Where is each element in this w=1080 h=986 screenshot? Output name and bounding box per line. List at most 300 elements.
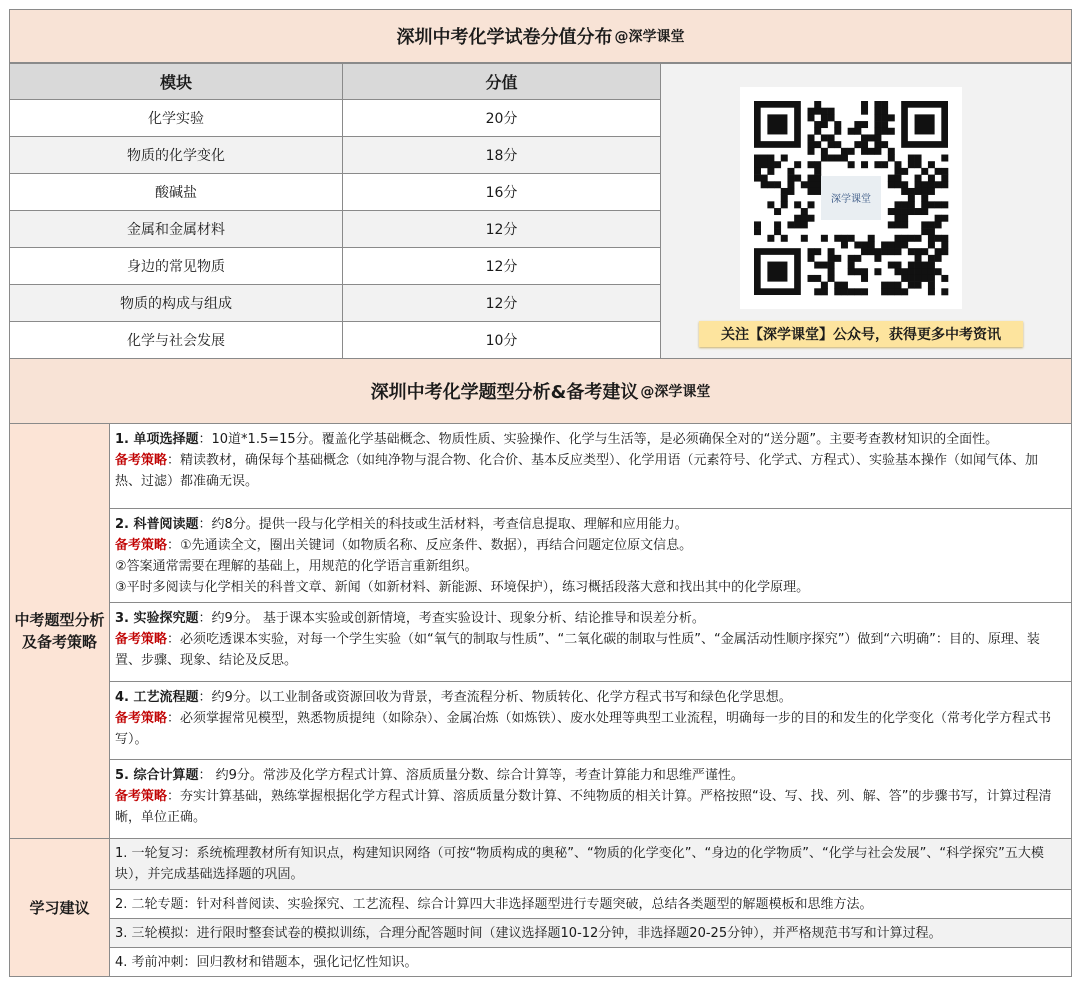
qr-module [821,114,828,121]
qr-module [874,255,881,262]
qr-module [794,221,801,228]
score-cell: 20分 [485,111,518,127]
analysis-title [9,358,1072,424]
qr-module [941,275,948,282]
qr-module [834,121,841,128]
qr-module [814,188,821,195]
table-row-module [9,321,343,359]
qr-module [915,248,922,255]
qr-module [868,241,875,248]
qr-module [874,101,881,108]
qr-module [915,275,922,282]
qr-module [787,188,794,195]
qr-module [801,221,808,228]
qr-module [787,181,794,188]
qr-module [935,201,942,208]
title-text: 深圳中考化学试卷分值分布 [396,27,613,48]
table-row-score [342,247,661,285]
qr-module [921,201,928,208]
qr-module [894,201,901,208]
qr-module [881,288,888,295]
qr-module [888,175,895,182]
qr-module [828,262,835,269]
question-type-name: 2. 科普阅读题 [115,517,199,532]
qr-module [854,128,861,135]
strategy-text: ：①先通读全文，圈出关键词（如物质名称、反应条件、数据），再结合问题定位原文信息。 [167,538,693,553]
analysis-title-text: 深圳中考化学题型分析&备考建议 [370,382,639,403]
qr-module [894,288,901,295]
table-row-module [9,136,343,174]
table-row-module [9,173,343,211]
qr-module [888,208,895,215]
side-label-line-2: 及备考策略 [21,633,97,651]
qr-module [814,121,821,128]
qr-module [888,282,895,289]
qr-module [908,248,915,255]
qr-module [808,248,815,255]
qr-code[interactable] [740,87,962,309]
qr-module [894,282,901,289]
qr-module [915,208,922,215]
qr-module [774,221,781,228]
qr-module [908,275,915,282]
qr-module [828,134,835,141]
qr-module [808,215,815,222]
qr-module [767,235,774,242]
qr-module [915,181,922,188]
qr-module [901,181,908,188]
qr-module [814,101,821,108]
qr-module [848,148,855,155]
qr-module [808,201,815,208]
qr-module [794,215,801,222]
qr-module [754,155,761,162]
qr-module [915,268,922,275]
question-type-desc: ：约9分。 基于课本实验或创新情境，考查实验设计、现象分析、结论推导和误差分析。 [198,611,705,626]
qr-module [901,268,908,275]
qr-module [828,141,835,148]
qr-module [935,235,942,242]
qr-module [935,248,942,255]
qr-module [848,255,855,262]
qr-module [821,155,828,162]
qr-module [941,248,948,255]
qr-module [794,175,801,182]
module-cell: 物质的构成与组成 [120,296,232,312]
qr-module [767,181,774,188]
qr-module [894,268,901,275]
qr-module [928,275,935,282]
qr-module [754,175,761,182]
qr-module [901,168,908,175]
qr-module [928,268,935,275]
suggestions-side-label [9,838,110,977]
qr-module [921,168,928,175]
qr-module [868,235,875,242]
score-cell: 12分 [485,259,518,275]
qr-module [814,181,821,188]
qr-module [881,114,888,121]
qr-module [935,268,942,275]
qr-module [901,235,908,242]
module-cell: 化学与社会发展 [127,333,225,349]
qr-module [774,161,781,168]
qr-module [881,282,888,289]
qr-module [888,248,895,255]
qr-module [834,128,841,135]
qr-module [821,288,828,295]
question-type-block [109,508,1072,603]
qr-module [928,221,935,228]
qr-module [908,282,915,289]
qr-module [901,288,908,295]
qr-module [828,248,835,255]
strategy-label: 备考策略 [115,789,168,804]
question-type-name: 4. 工艺流程题 [115,690,199,705]
analysis-title-handle: @深学课堂 [640,384,711,400]
qr-module [861,121,868,128]
qr-module [861,148,868,155]
qr-module [814,262,821,269]
qr-module [908,161,915,168]
qr-module [874,121,881,128]
qr-module [828,255,835,262]
qr-module [808,108,815,115]
title-handle: @深学课堂 [614,29,685,45]
qr-module [928,241,935,248]
qr-module [935,255,942,262]
suggestion-item [109,889,1072,919]
column-header-score-label: 分值 [485,73,518,92]
qr-module [915,175,922,182]
question-type-desc: ：约9分。以工业制备或资源回收为背景，考查流程分析、物质转化、化学方程式书写和绿色化学思想。 [198,690,792,705]
strategy-text: ：夯实计算基础，熟练掌握根据化学方程式计算、溶质质量分数计算、不纯物质的相关计算。严格按照“设、写、找、列、解、答”的步骤书写，计算过程清晰，单位正确。 [115,789,1052,825]
qr-module [787,175,794,182]
qr-module [908,155,915,162]
qr-module [928,255,935,262]
suggestion-text: 4. 考前冲刺：回归教材和错题本，强化记忆性知识。 [115,955,418,970]
qr-module [894,241,901,248]
question-type-name: 5. 综合计算题 [115,768,199,783]
qr-module [808,255,815,262]
qr-module [915,255,922,262]
qr-module [921,195,928,202]
question-type-desc: ：约8分。提供一段与化学相关的科技或生活材料，考查信息提取、理解和应用能力。 [198,517,688,532]
qr-module [828,108,835,115]
strategy-text: ：精读教材，确保每个基础概念（如纯净物与混合物、化合价、基本反应类型）、化学用语（元素符号、化学式、方程式）、实验基本操作（如闻气体、加热、过滤）都准确无误。 [115,453,1039,489]
qr-module [774,228,781,235]
qr-module [841,282,848,289]
qr-module [808,175,815,182]
module-cell: 金属和金属材料 [127,222,225,238]
qr-module [941,241,948,248]
qr-module [774,208,781,215]
table-row-score [342,284,661,322]
qr-module [861,268,868,275]
qr-module [881,128,888,135]
qr-module [908,188,915,195]
qr-module [928,175,935,182]
qr-module [941,168,948,175]
qr-module [808,114,815,121]
qr-module [901,208,908,215]
qr-module [888,148,895,155]
table-row-score [342,210,661,248]
qr-module [848,161,855,168]
qr-module [874,148,881,155]
score-distribution-title [9,9,1072,63]
suggestion-text: 1. 一轮复习：系统梳理教材所有知识点，构建知识网络（可按“物质构成的奥秘”、“物质的化学变化”、“身边的化学物质”、“化学与社会发展”、“科学探究”五大模块），并完成基础选择题的巩固。 [115,846,1044,882]
qr-module [814,141,821,148]
qr-module [754,221,761,228]
qr-module [861,275,868,282]
qr-module [894,168,901,175]
question-type-block [109,602,1072,682]
question-type-block [109,759,1072,839]
qr-module [801,215,808,222]
qr-module [754,168,761,175]
qr-module [894,248,901,255]
question-type-block [109,423,1072,509]
question-type-name: 1. 单项选择题 [115,432,199,447]
qr-module [874,114,881,121]
qr-module [854,255,861,262]
qr-module [834,155,841,162]
qr-module [861,141,868,148]
table-row-score [342,99,661,137]
qr-module [881,121,888,128]
qr-module [781,201,788,208]
qr-module [935,181,942,188]
qr-module [808,181,815,188]
qr-module [767,201,774,208]
qr-module [874,141,881,148]
qr-module [888,155,895,162]
qr-module [921,181,928,188]
qr-finder-inner [915,114,935,134]
qr-module [767,161,774,168]
qr-module [814,168,821,175]
qr-module [821,121,828,128]
question-type-name: 3. 实验探究题 [115,611,199,626]
qr-module [854,121,861,128]
qr-module [781,235,788,242]
qr-module [921,248,928,255]
qr-module [834,255,841,262]
qr-module [861,101,868,108]
qr-module [808,188,815,195]
table-row-module [9,247,343,285]
qr-module [915,155,922,162]
qr-module [781,195,788,202]
qr-module [928,288,935,295]
qr-module [861,248,868,255]
qr-finder-inner [767,114,787,134]
qr-module [921,221,928,228]
qr-module [921,268,928,275]
qr-module [915,282,922,289]
qr-module [874,161,881,168]
qr-module [814,175,821,182]
qr-code-icon [740,87,962,309]
qr-module [881,108,888,115]
qr-module [928,262,935,269]
qr-module [854,141,861,148]
qr-module [774,181,781,188]
qr-module [941,155,948,162]
qr-module [888,221,895,228]
qr-module [894,221,901,228]
qr-module [921,275,928,282]
qr-module [881,101,888,108]
qr-module [894,262,901,269]
qr-module [928,282,935,289]
score-cell: 12分 [485,296,518,312]
qr-module [821,262,828,269]
qr-module [841,235,848,242]
suggestion-item [109,838,1072,890]
qr-module [888,288,895,295]
column-header-score [342,63,661,100]
qr-module [888,262,895,269]
qr-module [767,168,774,175]
qr-module [787,168,794,175]
qr-module [935,215,942,222]
qr-module [861,134,868,141]
qr-module [894,208,901,215]
qr-module [888,241,895,248]
qr-module [941,201,948,208]
qr-module [834,235,841,242]
qr-module [874,128,881,135]
qr-module [928,235,935,242]
qr-module [834,282,841,289]
qr-module [901,188,908,195]
qr-module [915,262,922,269]
qr-module [894,161,901,168]
qr-module [861,108,868,115]
qr-module [881,161,888,168]
module-cell: 化学实验 [148,111,204,127]
suggestion-text: 3. 三轮模拟：进行限时整套试卷的模拟训练，合理分配答题时间（建议选择题10-12分钟，非选择题20-25分钟），并严格规范书写和计算过程。 [115,926,942,941]
qr-module [928,188,935,195]
qr-module [828,268,835,275]
qr-module [881,141,888,148]
qr-module [794,161,801,168]
table-row-module [9,284,343,322]
qr-module [894,175,901,182]
qr-module [941,175,948,182]
qr-module [787,221,794,228]
qr-module [828,155,835,162]
table-row-score [342,173,661,211]
qr-module [828,114,835,121]
qr-module [928,201,935,208]
qr-module [881,248,888,255]
qr-module [921,188,928,195]
strategy-label: 备考策略 [115,632,168,647]
qr-module [848,268,855,275]
suggestion-text: 2. 二轮专题：针对科普阅读、实验探究、工艺流程、综合计算四大非选择题型进行专题突破，总结各类题型的解题模板和思维方法。 [115,897,873,912]
qr-logo-text: 深学课堂 [831,194,871,205]
qr-module [781,188,788,195]
table-row-module [9,210,343,248]
qr-module [908,201,915,208]
qr-module [921,208,928,215]
qr-follow-text: 关注【深学课堂】公众号，获得更多中考资讯 [721,327,1001,343]
qr-module [761,181,768,188]
strategy-label: 备考策略 [115,453,168,468]
qr-module [901,241,908,248]
qr-module [888,114,895,121]
qr-module [801,181,808,188]
qr-module [814,108,821,115]
qr-module [854,268,861,275]
qr-module [908,195,915,202]
qr-module [941,288,948,295]
qr-module [868,148,875,155]
score-cell: 12分 [485,222,518,238]
qr-finder-inner [767,262,787,282]
qr-module [921,228,928,235]
qr-module [821,282,828,289]
strategy-text: ：必须吃透课本实验，对每一个学生实验（如“氧气的制取与性质”、“二氧化碳的制取与性质”、“金属活动性顺序探究”）做到“六明确”：目的、原理、装置、步骤、现象、结论及反思。 [115,632,1040,668]
qr-module [901,201,908,208]
qr-module [908,235,915,242]
analysis-side-label [9,423,110,839]
qr-module [908,262,915,269]
qr-module [894,235,901,242]
qr-module [941,215,948,222]
qr-module [888,181,895,188]
qr-module [814,275,821,282]
qr-module [901,215,908,222]
qr-module [821,134,828,141]
qr-module [935,221,942,228]
qr-module [868,248,875,255]
qr-module [801,235,808,242]
score-cell: 10分 [485,333,518,349]
qr-module [921,262,928,269]
question-type-block [109,681,1072,760]
score-cell: 18分 [485,148,518,164]
table-row-score [342,321,661,359]
qr-module [928,228,935,235]
qr-module [808,148,815,155]
qr-module [915,188,922,195]
qr-module [915,235,922,242]
qr-module [861,161,868,168]
strategy-text: ：必须掌握常见模型，熟悉物质提纯（如除杂）、金属冶炼（如炼铁）、废水处理等典型工业流程，明确每一步的目的和发生的化学变化（常考化学方程式书写）。 [115,711,1052,747]
score-cell: 16分 [485,185,518,201]
qr-module [841,155,848,162]
qr-module [928,161,935,168]
suggestion-item [109,947,1072,977]
column-header-module-label: 模块 [159,73,192,92]
qr-module [841,288,848,295]
qr-module [841,241,848,248]
table-row-score [342,136,661,174]
qr-module [781,155,788,162]
qr-module [901,221,908,228]
qr-module [868,134,875,141]
qr-module [794,201,801,208]
qr-module [888,128,895,135]
strategy-label: 备考策略 [115,711,168,726]
qr-module [894,181,901,188]
side-label-line-1: 中考题型分析 [14,611,105,629]
qr-module [754,161,761,168]
